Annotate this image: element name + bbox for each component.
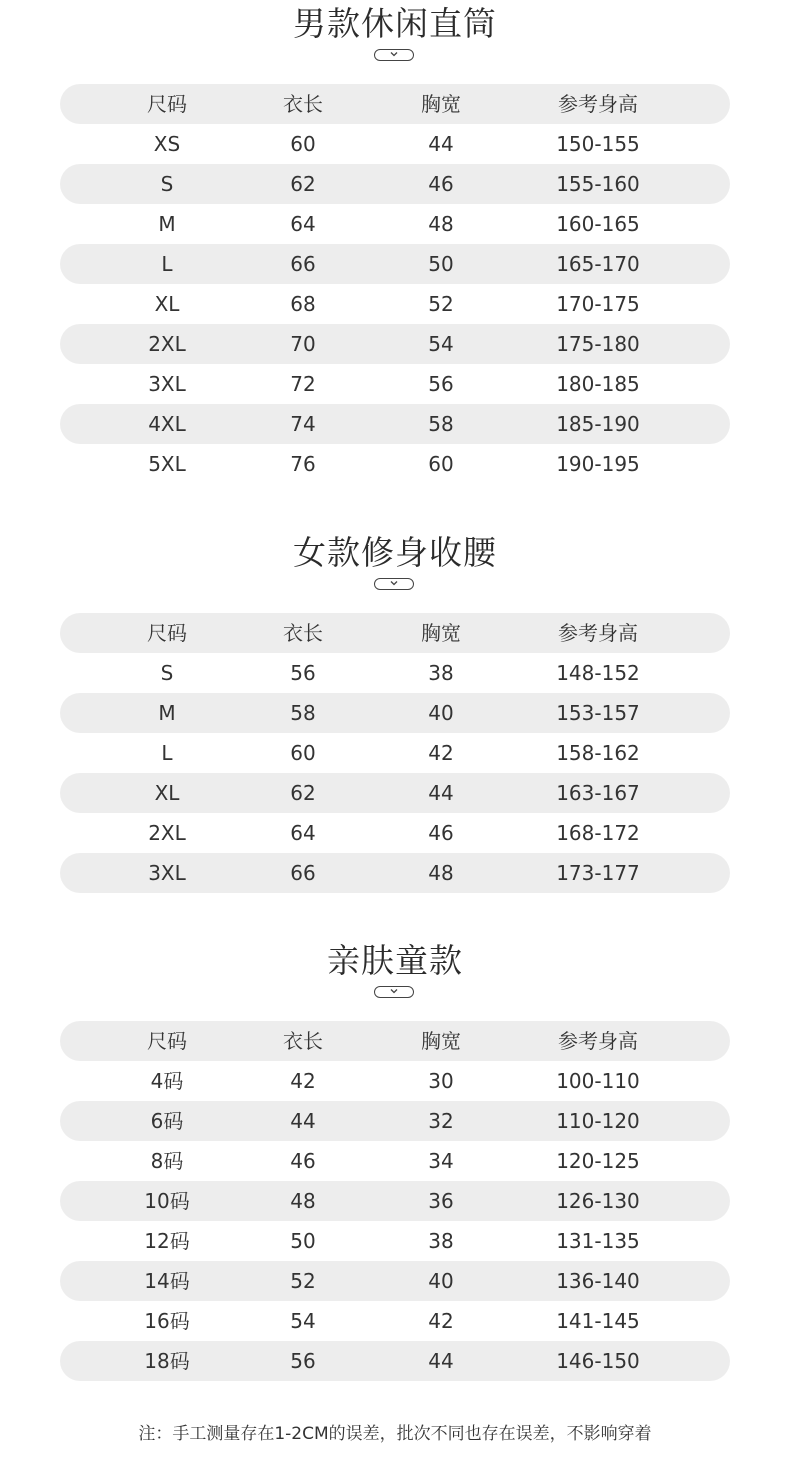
chevron-down-icon xyxy=(374,578,414,590)
table-cell: 38 xyxy=(428,1229,454,1253)
table-cell: 170-175 xyxy=(556,292,640,316)
table-cell: 66 xyxy=(290,252,316,276)
table-cell: 56 xyxy=(428,372,454,396)
table-row xyxy=(60,444,730,484)
table-row xyxy=(60,1061,730,1101)
section-title: 女款修身收腰 xyxy=(293,533,497,572)
chevron-down-icon xyxy=(374,49,414,61)
table-cell: XL xyxy=(154,292,180,316)
table-row xyxy=(60,204,730,244)
table-cell: 185-190 xyxy=(556,412,640,436)
table-cell: 3XL xyxy=(148,372,186,396)
table-cell: 3XL xyxy=(148,861,186,885)
table-cell: 48 xyxy=(428,212,454,236)
table-cell: 190-195 xyxy=(556,452,640,476)
table-row xyxy=(60,853,730,893)
table-header-row xyxy=(60,613,730,653)
table-row xyxy=(60,124,730,164)
table-cell: XS xyxy=(153,132,181,156)
table-cell: 48 xyxy=(290,1189,316,1213)
table-cell: 62 xyxy=(290,172,316,196)
table-cell: 52 xyxy=(428,292,454,316)
table-cell: 10码 xyxy=(144,1189,190,1213)
table-header-row xyxy=(60,84,730,124)
table-cell: 126-130 xyxy=(556,1189,640,1213)
table-row xyxy=(60,364,730,404)
table-cell: 120-125 xyxy=(556,1149,640,1173)
table-cell: 50 xyxy=(290,1229,316,1253)
table-header-row xyxy=(60,1021,730,1061)
table-cell: 40 xyxy=(428,701,454,725)
footnote: 注：手工测量存在1-2CM的误差，批次不同也存在误差，不影响穿着 xyxy=(138,1424,652,1444)
table-cell: 163-167 xyxy=(556,781,640,805)
table-cell: 146-150 xyxy=(556,1349,640,1373)
column-header: 参考身高 xyxy=(558,621,638,645)
table-cell: 62 xyxy=(290,781,316,805)
column-header: 衣长 xyxy=(283,621,323,645)
table-cell: 165-170 xyxy=(556,252,640,276)
table-cell: 155-160 xyxy=(556,172,640,196)
table-cell: 8码 xyxy=(150,1149,184,1173)
table-cell: 68 xyxy=(290,292,316,316)
table-cell: 46 xyxy=(428,172,454,196)
table-row xyxy=(60,1301,730,1341)
column-header: 尺码 xyxy=(147,621,187,645)
section-title: 亲肤童款 xyxy=(327,941,463,980)
table-cell: 44 xyxy=(428,1349,454,1373)
table-row xyxy=(60,324,730,364)
table-cell: 38 xyxy=(428,661,454,685)
table-row xyxy=(60,284,730,324)
table-cell: 16码 xyxy=(144,1309,190,1333)
table-cell: S xyxy=(160,661,174,685)
table-cell: 56 xyxy=(290,661,316,685)
column-header: 胸宽 xyxy=(421,621,461,645)
table-cell: 6码 xyxy=(150,1109,184,1133)
table-cell: 74 xyxy=(290,412,316,436)
table-cell: 44 xyxy=(428,781,454,805)
table-cell: 141-145 xyxy=(556,1309,640,1333)
table-cell: 110-120 xyxy=(556,1109,640,1133)
table-cell: 12码 xyxy=(144,1229,190,1253)
table-cell: 160-165 xyxy=(556,212,640,236)
table-cell: 46 xyxy=(290,1149,316,1173)
table-cell: 4码 xyxy=(150,1069,184,1093)
table-cell: M xyxy=(158,701,176,725)
table-row xyxy=(60,404,730,444)
table-cell: 158-162 xyxy=(556,741,640,765)
column-header: 尺码 xyxy=(147,1029,187,1053)
table-cell: 5XL xyxy=(148,452,186,476)
table-cell: 76 xyxy=(290,452,316,476)
table-cell: 173-177 xyxy=(556,861,640,885)
table-cell: 175-180 xyxy=(556,332,640,356)
table-cell: 4XL xyxy=(148,412,186,436)
table-cell: 54 xyxy=(290,1309,316,1333)
table-row xyxy=(60,653,730,693)
column-header: 胸宽 xyxy=(421,92,461,116)
table-row xyxy=(60,1101,730,1141)
table-cell: 100-110 xyxy=(556,1069,640,1093)
table-cell: 48 xyxy=(428,861,454,885)
table-cell: XL xyxy=(154,781,180,805)
column-header: 胸宽 xyxy=(421,1029,461,1053)
column-header: 尺码 xyxy=(147,92,187,116)
table-row xyxy=(60,693,730,733)
table-cell: 150-155 xyxy=(556,132,640,156)
table-cell: 70 xyxy=(290,332,316,356)
chevron-down-icon xyxy=(374,986,414,998)
table-cell: 42 xyxy=(428,741,454,765)
table-cell: 168-172 xyxy=(556,821,640,845)
column-header: 衣长 xyxy=(283,92,323,116)
table-cell: 153-157 xyxy=(556,701,640,725)
table-cell: 32 xyxy=(428,1109,454,1133)
table-cell: 72 xyxy=(290,372,316,396)
table-row xyxy=(60,773,730,813)
table-cell: 60 xyxy=(290,741,316,765)
table-cell: 136-140 xyxy=(556,1269,640,1293)
table-row xyxy=(60,1221,730,1261)
section-title: 男款休闲直筒 xyxy=(293,4,497,43)
table-row xyxy=(60,164,730,204)
table-cell: 46 xyxy=(428,821,454,845)
table-cell: 2XL xyxy=(148,821,186,845)
table-cell: 66 xyxy=(290,861,316,885)
table-cell: S xyxy=(160,172,174,196)
table-cell: 36 xyxy=(428,1189,454,1213)
table-row xyxy=(60,813,730,853)
table-row xyxy=(60,1141,730,1181)
table-row xyxy=(60,733,730,773)
table-cell: 148-152 xyxy=(556,661,640,685)
table-cell: 180-185 xyxy=(556,372,640,396)
table-cell: 60 xyxy=(428,452,454,476)
table-cell: 131-135 xyxy=(556,1229,640,1253)
table-cell: 18码 xyxy=(144,1349,190,1373)
table-cell: 40 xyxy=(428,1269,454,1293)
column-header: 参考身高 xyxy=(558,1029,638,1053)
table-cell: 34 xyxy=(428,1149,454,1173)
table-cell: 56 xyxy=(290,1349,316,1373)
table-cell: M xyxy=(158,212,176,236)
table-cell: 60 xyxy=(290,132,316,156)
table-cell: 2XL xyxy=(148,332,186,356)
table-cell: 64 xyxy=(290,821,316,845)
table-cell: 30 xyxy=(428,1069,454,1093)
column-header: 衣长 xyxy=(283,1029,323,1053)
table-row xyxy=(60,244,730,284)
column-header: 参考身高 xyxy=(558,92,638,116)
table-cell: 44 xyxy=(428,132,454,156)
table-cell: 42 xyxy=(428,1309,454,1333)
table-row xyxy=(60,1261,730,1301)
table-cell: 50 xyxy=(428,252,454,276)
table-cell: 14码 xyxy=(144,1269,190,1293)
table-cell: L xyxy=(161,252,173,276)
table-cell: 54 xyxy=(428,332,454,356)
table-cell: L xyxy=(161,741,173,765)
table-row xyxy=(60,1181,730,1221)
table-cell: 58 xyxy=(428,412,454,436)
table-cell: 42 xyxy=(290,1069,316,1093)
table-row xyxy=(60,1341,730,1381)
table-cell: 52 xyxy=(290,1269,316,1293)
table-cell: 58 xyxy=(290,701,316,725)
table-cell: 64 xyxy=(290,212,316,236)
table-cell: 44 xyxy=(290,1109,316,1133)
